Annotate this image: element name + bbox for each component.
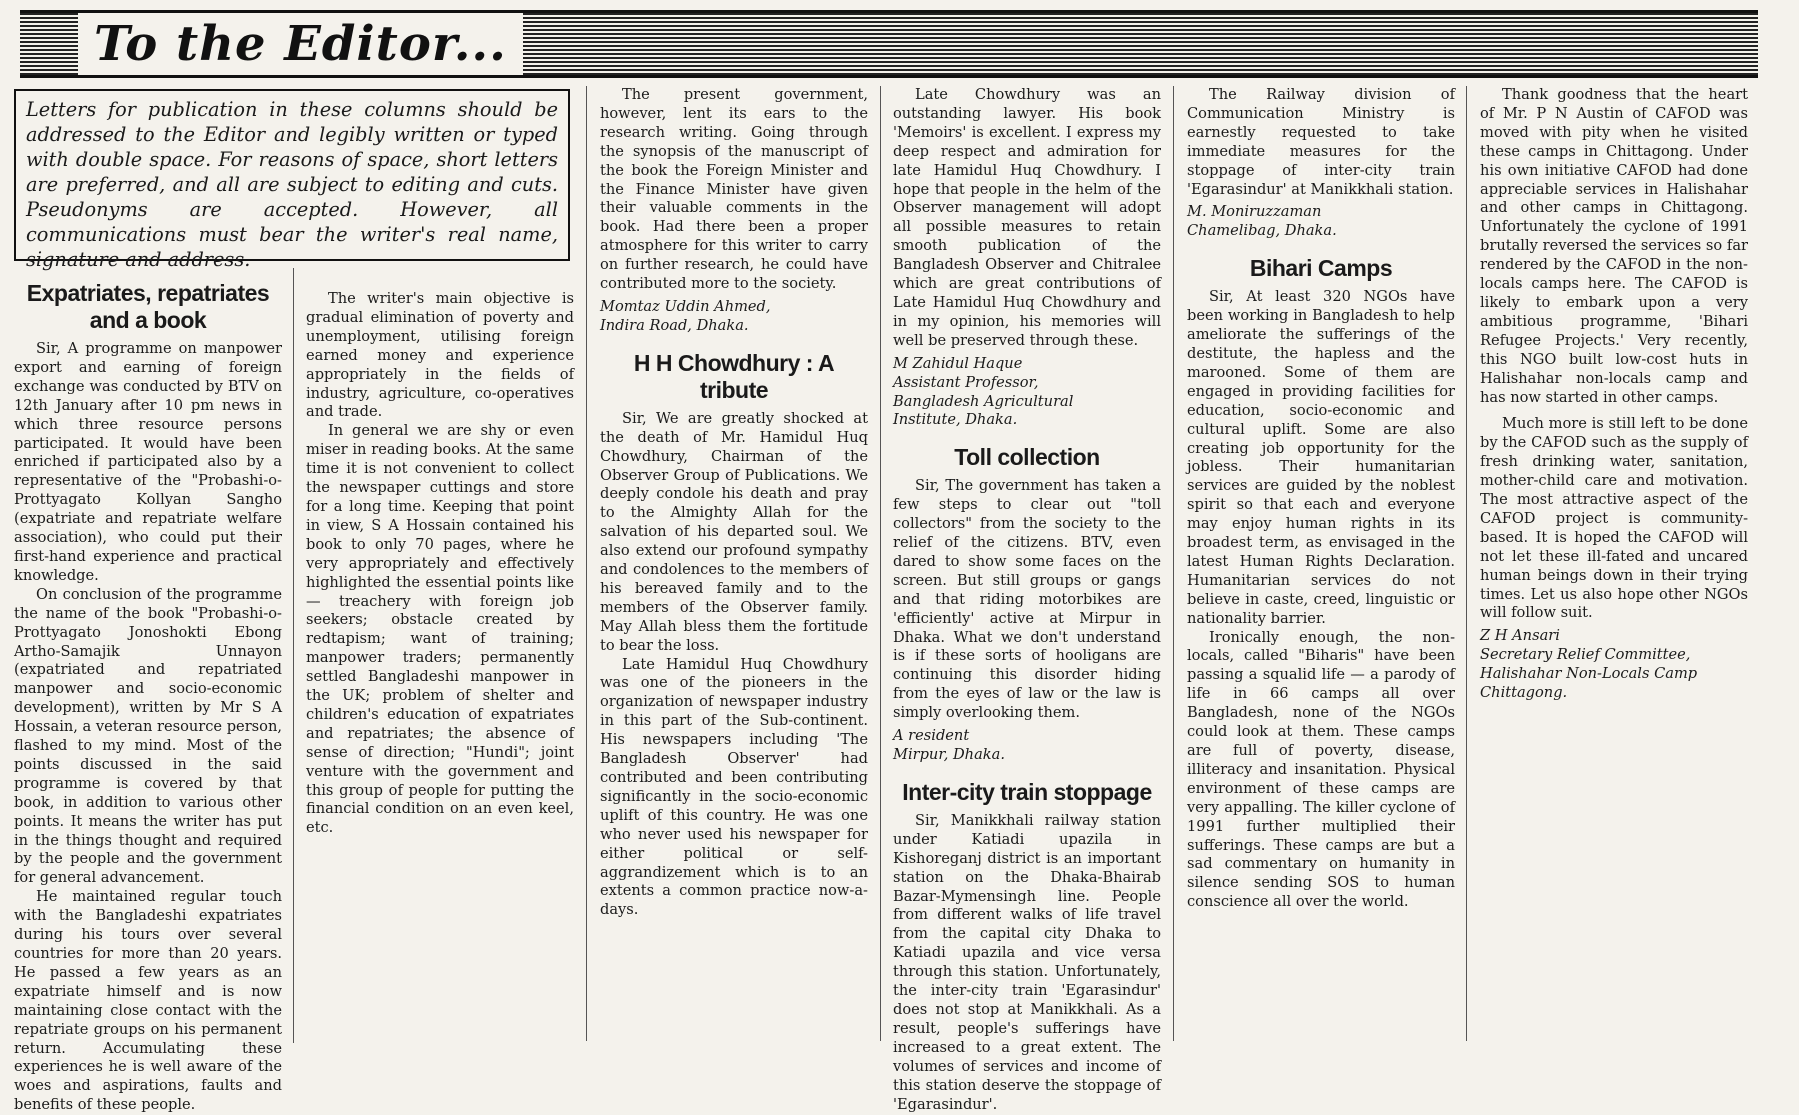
signature-address: Chittagong. <box>1480 684 1568 702</box>
editor-notice-box: Letters for publication in these columns should be addressed to the Editor and legibly written or typed with double space. For reasons of space, short letters are preferred, and all are subject to editing and cuts. Pseudonyms are accepted. However, all communications must bear the writer's real name, signature and address. <box>14 89 570 261</box>
headline-expatriates: Expatriates, repatriates and a book <box>26 280 270 333</box>
signature-address: Indira Road, Dhaka. <box>600 316 749 334</box>
letter-paragraph: Late Chowdhury was an outstanding lawyer. His book 'Memoirs' is excellent. I express my deep respect and admiration for late Hamidul Huq Chowdhury. I hope that people in the helm of the Observer management will adopt all possible measures to retain smooth publication of the Bangladesh Observer and Chitralee which are great contributions of Late Hamidul Huq Chowdhury and in my opinion, his memories will well be preserved through these. <box>893 86 1161 349</box>
signature-resident <box>893 727 1161 765</box>
letter-paragraph: Sir, A programme on manpower export and earning of foreign exchange was conducted by BTV on 12th January after 10 pm news in which three resource persons participated. It would have been enriched if participated also by a representative of the "Probashi-o- Prottyagato Kollyan Sangho (expatriate and repatriate welfare association), who could put their first-hand experience and practical knowledge. <box>14 340 282 584</box>
column-3 <box>600 86 868 1046</box>
column-1 <box>14 280 282 1114</box>
signature-name: M. Moniruzzaman <box>1187 203 1322 221</box>
letter-paragraph: The Railway division of Communication Ministry is earnestly requested to take immediate measures for the stoppage of inter-city train 'Egarasindur' at Manikkhali station. <box>1187 86 1455 198</box>
letter-paragraph: Sir, We are greatly shocked at the death of Mr. Hamidul Huq Chowdhury, Chairman of the Observer Group of Publications. We deeply condole his death and pray to the Almighty Allah for the salvation of his departed soul. We also extend our profound sympathy and condolences to the members of his bereaved family and to the members of the Observer family. May Allah bless them the fortitude to bear the loss. <box>600 409 868 654</box>
signature-momtaz <box>600 298 868 336</box>
letter-paragraph: Much more is still left to be done by the CAFOD such as the supply of fresh drinking water, sanitation, mother-child care and motivation. The most attractive aspect of the CAFOD project is community-based. It is hoped the CAFOD will not let these ill-fated and uncared human beings down in their trying times. Let us also hope other NGOs will follow suit. <box>1480 415 1748 622</box>
headline-intercity: Inter-city train stoppage <box>902 778 1152 805</box>
signature-ansari <box>1480 627 1748 703</box>
signature-org: Halishahar Non-Locals Camp <box>1480 665 1698 683</box>
letter-paragraph: Sir, Manikkhali railway station under Katiadi upazila in Kishoreganj district is an important station on the Dhaka-Bhairab Bazar-Mymensingh line. People from different walks of life travel from the capital city Dhaka to Katiadi upazila and vice versa through this station. Unfortunately, the inter-city train 'Egarasindur' does not stop at Manikkhali. As a result, people's sufferings have increased to a great extent. The volumes of services and income of this station deserve the stoppage of 'Egarasindur'. <box>893 811 1161 1113</box>
letter-paragraph: In general we are shy or even miser in reading books. At the same time it is not convenient to collect the newspaper cuttings and store for a long time. Keeping that point in view, S A Hossain contained his book to only 70 pages, where he very appropriately and effectively highlighted the essential points like — treachery with foreign job seekers; obstacle created by redtapism; want of training; manpower traders; permanently settled Bangladeshi manpower in the UK; problem of shelter and children's education of expatriates and repatriates; the absence of sense of direction; "Hundi"; joint venture with the government and this group of people for putting the financial condition on an even keel, etc. <box>306 422 574 837</box>
signature-address: Chamelibag, Dhaka. <box>1187 222 1337 240</box>
column-rule <box>293 268 294 1043</box>
signature-name: Z H Ansari <box>1480 627 1560 645</box>
letter-paragraph: Late Hamidul Huq Chowdhury was one of the pioneers in the organization of newspaper industry in this part of the Sub-continent. His newspapers including 'The Bangladesh Observer' had contributed and been contributing significantly in the socio-economic uplift of this country. He was one who never used his newspaper for either political or self-aggrandizement which is to an extents a common practice now-a-days. <box>600 655 868 919</box>
letter-paragraph: Sir, At least 320 NGOs have been working in Bangladesh to help ameliorate the sufferings of the destitute, the hapless and the marooned. Some of them are engaged in providing facilities for education, socio-economic and cultural uplift. Some are also creating job opportunity for the jobless. Their humanitarian services are guided by the noblest spirit so that each and everyone may enjoy human rights in its broadest term, as envisaged in the latest Human Rights Declaration. Humanitarian services do not believe in caste, creed, linguistic or nationality barrier. <box>1187 288 1455 627</box>
column-5 <box>1187 86 1455 1046</box>
column-rule <box>1466 86 1467 1041</box>
signature-title: Assistant Professor, <box>893 373 1039 391</box>
letter-paragraph: He maintained regular touch with the Bangladeshi expatriates during his tours over several countries for more than 20 years. He passed a few years as an expatriate himself and is now maintaining close contact with the repatriate groups on his permanent return. Accumulating these experiences he is well aware of the woes and aspirations, faults and benefits of these people. <box>14 888 282 1114</box>
masthead-banner <box>8 10 1758 78</box>
letter-paragraph: The writer's main objective is gradual elimination of poverty and unemployment, utilising foreign earned money and experience appropriately in the fields of industry, agriculture, co-operatives and trade. <box>306 290 574 421</box>
signature-title: Secretary Relief Committee, <box>1480 646 1691 664</box>
signature-name: A resident <box>893 727 970 745</box>
signature-name: M Zahidul Haque <box>893 354 1023 372</box>
column-6 <box>1480 86 1748 1046</box>
letter-paragraph: Ironically enough, the non-locals, called "Biharis" have been passing a squalid life — a parody of life in 66 camps all over Bangladesh, none of the NGOs could look at them. These camps are full of poverty, disease, illiteracy and insanitation. Physical environment of these camps are very appalling. The killer cyclone of 1991 further multiplied their sufferings. These camps are but a sad commentary on humanity in silence sending SOS to human conscience all over the world. <box>1187 628 1455 911</box>
column-rule <box>880 86 881 1041</box>
signature-address: Mirpur, Dhaka. <box>893 746 1005 763</box>
column-rule <box>1173 86 1174 1041</box>
signature-moniruzzaman <box>1187 203 1455 241</box>
letter-paragraph: Sir, The government has taken a few steps to clear out "toll collectors" from the society to the relief of the citizens. BTV, even dared to show some faces on the screen. But still groups or gangs and that riding motorbikes are 'efficiently' active at Mirpur in Dhaka. What we don't understand is if these sorts of hooligans are continuing this disorder hiding from the eyes of law or the law is simply overlooking them. <box>893 477 1161 722</box>
headline-bihari: Bihari Camps <box>1249 255 1393 282</box>
letter-paragraph: On conclusion of the programme the name of the book "Probashi-o- Prottyagato Jonoshokti Ebong Artho-Samajik Unnayon (expatriated and repatriated manpower and socio-economic development), written by Mr S A Hossain, a veteran resource person, flashed to my mind. Most of the points discussed in the said programme is covered by that book, in addition to various other points. It means the writer has put in the things thought and required by the people and the government for general advancement. <box>14 585 282 887</box>
signature-address: Institute, Dhaka. <box>893 411 1018 429</box>
headline-toll: Toll collection <box>954 444 1100 471</box>
masthead-title: To the Editor... <box>78 13 523 75</box>
column-rule <box>586 86 587 1041</box>
signature-name: Momtaz Uddin Ahmed, <box>600 297 771 315</box>
column-4 <box>893 86 1161 1113</box>
letter-paragraph: Thank goodness that the heart of Mr. P N Austin of CAFOD was moved with pity when he visited these camps in Chittagong. Under his own initiative CAFOD had done appreciable services in Halishahar and other camps in Chittagong. Unfortunately the cyclone of 1991 brutally reversed the services so far rendered by the CAFOD in the non-locals camps here. The CAFOD is likely to embark upon a very ambitious programme, 'Bihari Refugee Projects.' Very recently, this NGO built low-cost huts in Halishahar non-locals camp and has now started in other camps. <box>1480 86 1748 406</box>
signature-org: Bangladesh Agricultural <box>893 392 1074 410</box>
letter-paragraph: The present government, however, lent its ears to the research writing. Going through the synopsis of the manuscript of the book the Foreign Minister and the Finance Minister have given their valuable comments in the book. Had there been a proper atmosphere for this writer to carry on further research, he could have contributed more to the society. <box>600 86 868 293</box>
signature-zahidul <box>893 355 1161 431</box>
column-2 <box>306 290 574 1042</box>
headline-chowdhury: H H Chowdhury : A tribute <box>633 349 835 403</box>
